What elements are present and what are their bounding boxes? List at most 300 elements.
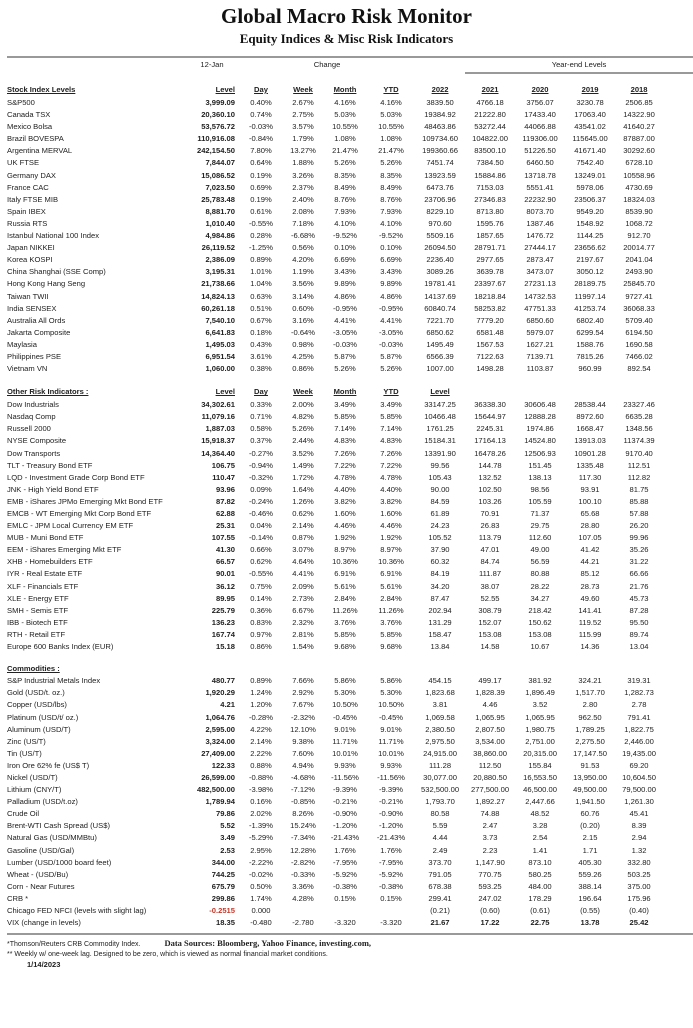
row-year-2019: 1335.48 bbox=[576, 460, 604, 470]
row-year-2021: (0.60) bbox=[480, 906, 500, 915]
table-row bbox=[7, 687, 693, 699]
column-header-ytd bbox=[367, 385, 415, 399]
row-week: 3.36% bbox=[292, 881, 314, 891]
row-year-2020: 28.22 bbox=[530, 581, 550, 591]
table-row bbox=[7, 605, 693, 617]
row-level: 2,595.00 bbox=[205, 724, 235, 734]
row-day: 4.22% bbox=[250, 724, 272, 734]
row-week: -6.68% bbox=[290, 231, 316, 241]
row-month: 6.69% bbox=[334, 255, 356, 265]
row-year-2019: 23656.62 bbox=[574, 243, 606, 253]
row-level: 21,738.66 bbox=[201, 279, 235, 289]
column-header-year bbox=[415, 83, 465, 97]
row-year-2022: 30,077.00 bbox=[423, 772, 457, 782]
row-year-2020: 22.75 bbox=[530, 918, 550, 928]
row-year-2021: 2.47 bbox=[482, 821, 498, 831]
row-month: -3.05% bbox=[332, 327, 358, 337]
row-month: -0.38% bbox=[332, 881, 358, 891]
row-year-2018: 95.50 bbox=[629, 617, 649, 627]
column-header-year bbox=[615, 83, 663, 97]
row-week: 9.38% bbox=[292, 736, 314, 746]
row-year-2021: 1,828.39 bbox=[475, 688, 505, 698]
row-week: -7.12% bbox=[290, 785, 316, 795]
row-ytd: 3.43% bbox=[380, 267, 402, 277]
row-year-2020: 12888.28 bbox=[524, 412, 556, 422]
row-ytd: 5.61% bbox=[380, 581, 402, 591]
table-row bbox=[7, 593, 693, 605]
row-week: 1.64% bbox=[292, 484, 314, 494]
row-day: 0.86% bbox=[250, 642, 272, 652]
row-ytd: 9.68% bbox=[380, 642, 402, 652]
row-week: 8.26% bbox=[292, 809, 314, 819]
table-row bbox=[7, 460, 693, 472]
row-year-2020: 47751.33 bbox=[524, 303, 556, 313]
row-name: Wheat - (USD/Bu) bbox=[7, 869, 69, 879]
row-year-2021: 14.58 bbox=[480, 642, 500, 652]
row-week: 7.18% bbox=[292, 218, 314, 228]
row-day: 0.14% bbox=[250, 593, 272, 603]
row-level: 14,824.13 bbox=[201, 291, 235, 301]
row-name: Nickel (USD/T) bbox=[7, 772, 58, 782]
row-name: India SENSEX bbox=[7, 303, 57, 313]
row-month: 1.60% bbox=[334, 509, 356, 518]
row-week: 4.20% bbox=[292, 255, 314, 265]
row-level: 482,500.00 bbox=[196, 785, 235, 795]
row-level: 36.12 bbox=[215, 581, 235, 591]
row-day: 0.64% bbox=[250, 158, 272, 168]
change-group-header: Change bbox=[313, 60, 341, 70]
row-week: 4.25% bbox=[292, 351, 314, 361]
row-level: 1,789.94 bbox=[205, 797, 235, 807]
row-year-2022: 6566.39 bbox=[426, 351, 454, 361]
row-year-2020: 218.42 bbox=[528, 605, 552, 615]
row-ytd: -7.95% bbox=[378, 857, 404, 867]
row-name: Mexico Bolsa bbox=[7, 122, 53, 132]
row-level: 89.95 bbox=[215, 593, 235, 603]
row-name: S&P500 bbox=[7, 98, 35, 107]
row-level: 1,010.40 bbox=[205, 218, 235, 228]
row-day: 0.62% bbox=[250, 557, 272, 567]
row-year-2022: 109734.60 bbox=[422, 134, 458, 144]
row-week: 2.08% bbox=[292, 206, 314, 216]
row-ytd: 10.01% bbox=[378, 748, 404, 758]
row-ytd: 5.85% bbox=[380, 412, 402, 422]
row-year-2018: 503.25 bbox=[627, 869, 651, 879]
row-level: 11,079.16 bbox=[201, 412, 235, 422]
row-week: 7.67% bbox=[292, 700, 314, 710]
row-day: 0.51% bbox=[250, 303, 272, 313]
row-year-2018: 2041.04 bbox=[625, 255, 653, 265]
row-year-2019: 28189.75 bbox=[574, 279, 606, 289]
row-year-2020: 3.52 bbox=[532, 700, 548, 710]
row-year-2019: (0.20) bbox=[580, 821, 600, 831]
row-year-2021: 70.91 bbox=[480, 509, 500, 518]
row-year-2021: 593.25 bbox=[478, 881, 502, 891]
row-week: 5.26% bbox=[292, 424, 314, 434]
column-header-month bbox=[323, 385, 367, 399]
row-day: 0.36% bbox=[250, 605, 272, 615]
row-year-2019: 115.99 bbox=[578, 629, 602, 639]
row-year-2020: 14732.53 bbox=[524, 291, 556, 301]
row-year-2019: 28538.44 bbox=[574, 400, 606, 410]
row-year-2020: (0.61) bbox=[530, 906, 550, 915]
row-level: 675.79 bbox=[211, 881, 235, 891]
row-year-2021: 16478.26 bbox=[474, 448, 506, 458]
row-week: 4.64% bbox=[292, 557, 314, 567]
row-year-2019: 5978.06 bbox=[576, 182, 604, 192]
row-year-2019: 119.52 bbox=[578, 617, 602, 627]
row-year-2018: 6194.50 bbox=[625, 327, 653, 337]
row-year-2019: 962.50 bbox=[578, 712, 602, 722]
report-title: Global Macro Risk Monitor bbox=[220, 4, 472, 28]
row-name: XLE - Energy ETF bbox=[7, 593, 69, 603]
row-name: Natural Gas (USD/MMBtu) bbox=[7, 833, 97, 843]
table-row bbox=[7, 157, 693, 169]
row-year-2020: 1103.87 bbox=[526, 364, 554, 374]
row-year-2021: 7153.03 bbox=[476, 182, 504, 192]
table-row bbox=[7, 845, 693, 857]
row-day: 1.01% bbox=[250, 267, 272, 277]
row-ytd: 9.93% bbox=[380, 760, 402, 770]
row-day: 0.71% bbox=[250, 412, 272, 422]
row-year-2022: 2.49 bbox=[432, 845, 448, 855]
row-day: 0.89% bbox=[250, 255, 272, 265]
row-day: 1.20% bbox=[250, 700, 272, 710]
row-month: 1.08% bbox=[334, 134, 356, 144]
row-week: 2.81% bbox=[292, 629, 314, 639]
row-year-2018: 87887.00 bbox=[623, 134, 655, 144]
row-year-2020: 3756.07 bbox=[526, 98, 554, 107]
row-year-2020: 56.59 bbox=[530, 557, 550, 567]
row-ytd: 5.26% bbox=[380, 364, 402, 374]
row-year-2022: 1761.25 bbox=[426, 424, 454, 434]
row-year-2018: 112.51 bbox=[627, 460, 651, 470]
column-header-month-label: Month bbox=[333, 387, 357, 397]
row-week: 6.67% bbox=[292, 605, 314, 615]
row-year-2021: 15644.97 bbox=[474, 412, 506, 422]
row-week: 0.56% bbox=[292, 243, 314, 253]
row-year-2021: 7779.20 bbox=[476, 315, 504, 325]
row-year-2020: 20,315.00 bbox=[523, 748, 557, 758]
row-day: 3.61% bbox=[250, 351, 272, 361]
row-day: 0.37% bbox=[250, 436, 272, 446]
row-year-2019: 1548.92 bbox=[576, 218, 604, 228]
row-year-2019: 2.15 bbox=[582, 833, 598, 843]
row-level: 242,154.50 bbox=[196, 146, 235, 156]
table-row bbox=[7, 448, 693, 460]
row-week: 0.87% bbox=[292, 533, 314, 543]
row-year-2021: 1595.76 bbox=[476, 218, 504, 228]
spacer bbox=[7, 375, 185, 385]
row-year-2018: 31.22 bbox=[629, 557, 649, 567]
row-week: 2.14% bbox=[292, 521, 314, 531]
row-year-2020: 580.25 bbox=[528, 869, 552, 879]
row-year-2020: 1,980.75 bbox=[525, 724, 555, 734]
row-level: 6,641.83 bbox=[205, 327, 235, 337]
row-year-2019: 13,950.00 bbox=[573, 772, 607, 782]
row-week: 3.52% bbox=[292, 448, 314, 458]
row-year-2021: 53272.44 bbox=[474, 122, 506, 132]
row-level: 7,540.10 bbox=[205, 315, 235, 325]
row-year-2021: 84.74 bbox=[480, 557, 500, 567]
row-month: 4.16% bbox=[334, 98, 356, 107]
row-day: 1.74% bbox=[250, 893, 272, 903]
row-year-2021: 21222.80 bbox=[474, 110, 506, 120]
year-label: 2021 bbox=[481, 84, 499, 94]
row-day: -1.39% bbox=[248, 821, 274, 831]
row-year-2021: 111.87 bbox=[478, 569, 502, 579]
row-day: 0.09% bbox=[250, 484, 272, 494]
table-row bbox=[7, 435, 693, 447]
row-year-2021: 2245.31 bbox=[476, 424, 504, 434]
row-level: 1,920.29 bbox=[205, 688, 235, 698]
row-month: 3.49% bbox=[334, 400, 356, 410]
row-year-2022: 34.20 bbox=[430, 581, 450, 591]
row-year-2018: 1,261.30 bbox=[624, 797, 654, 807]
table-row bbox=[7, 423, 693, 435]
row-ytd: 0.10% bbox=[380, 243, 402, 253]
column-header-week-label: Week bbox=[293, 387, 313, 397]
row-year-2019: 3050.12 bbox=[576, 267, 604, 277]
row-year-2022: 158.47 bbox=[428, 629, 452, 639]
blank-cell bbox=[415, 58, 465, 73]
row-year-2021: 4766.18 bbox=[476, 98, 504, 107]
row-week: 2.32% bbox=[292, 617, 314, 627]
table-row bbox=[7, 581, 693, 593]
row-ytd: 4.83% bbox=[380, 436, 402, 446]
table-row bbox=[7, 97, 693, 109]
row-week: 0.62% bbox=[292, 509, 314, 518]
row-day: 0.000 bbox=[251, 906, 271, 915]
row-year-2019: 960.99 bbox=[578, 364, 602, 374]
row-year-2020: 138.13 bbox=[528, 472, 552, 482]
footnote-crb: *Thomson/Reuters CRB Commodity Index. bbox=[7, 941, 141, 949]
row-ytd: 8.49% bbox=[380, 182, 402, 192]
row-level: 18.35 bbox=[215, 918, 235, 928]
row-name: Lithium (CNY/T) bbox=[7, 785, 62, 795]
row-day: 0.18% bbox=[250, 327, 272, 337]
year-label: 2018 bbox=[630, 84, 648, 94]
row-week: 2.00% bbox=[292, 400, 314, 410]
table-row bbox=[7, 266, 693, 278]
year-end-group-header: Year-end Levels bbox=[465, 58, 693, 73]
row-year-2020: 7139.71 bbox=[526, 351, 554, 361]
row-year-2019: 65.68 bbox=[580, 509, 600, 518]
report-date: 1/14/2023 bbox=[27, 960, 61, 970]
row-year-2022: 61.89 bbox=[430, 509, 450, 518]
row-month: 10.50% bbox=[332, 700, 358, 710]
row-week: -4.68% bbox=[290, 772, 316, 782]
row-day: 0.28% bbox=[250, 231, 272, 241]
row-year-2021: 36338.30 bbox=[474, 400, 506, 410]
row-year-2019: 28.80 bbox=[580, 521, 600, 531]
row-ytd: -9.39% bbox=[378, 785, 404, 795]
row-year-2022: 14137.69 bbox=[424, 291, 456, 301]
row-ytd: -5.92% bbox=[378, 869, 404, 879]
row-ytd: 11.71% bbox=[378, 736, 404, 746]
row-year-2018: 35.26 bbox=[629, 545, 649, 555]
row-year-2020: 1,896.49 bbox=[525, 688, 555, 698]
row-level: 62.88 bbox=[215, 509, 235, 518]
row-year-2022: 2236.40 bbox=[426, 255, 454, 265]
spacer-row bbox=[7, 375, 693, 385]
row-year-2020: 16,553.50 bbox=[523, 772, 557, 782]
row-year-2020: 3.28 bbox=[532, 821, 548, 831]
row-year-2019: 13249.01 bbox=[574, 170, 606, 180]
row-name: Brent-WTI Cash Spread (US$) bbox=[7, 821, 110, 831]
row-year-2022: 373.70 bbox=[428, 857, 452, 867]
row-year-2022: 2,380.50 bbox=[425, 724, 455, 734]
table-row bbox=[7, 520, 693, 532]
row-week: 0.60% bbox=[292, 303, 314, 313]
column-header-level bbox=[185, 83, 239, 97]
row-year-2022: 26094.50 bbox=[424, 243, 456, 253]
row-year-2019: 28.73 bbox=[580, 581, 600, 591]
row-year-2021: 102.50 bbox=[478, 484, 502, 494]
row-year-2018: 1,822.75 bbox=[624, 724, 654, 734]
row-year-2019: 2197.67 bbox=[576, 255, 604, 265]
row-year-2018: 45.73 bbox=[629, 593, 649, 603]
row-year-2019: 117.30 bbox=[578, 472, 602, 482]
row-month: 7.22% bbox=[334, 460, 356, 470]
row-year-2019: (0.55) bbox=[580, 906, 600, 915]
row-year-2018: 57.88 bbox=[629, 509, 649, 518]
row-year-2019: 6802.40 bbox=[576, 315, 604, 325]
row-level: 15,086.52 bbox=[201, 170, 235, 180]
row-year-2018: 14322.90 bbox=[623, 110, 655, 120]
row-ytd: 1.76% bbox=[380, 845, 402, 855]
row-year-2018: 175.96 bbox=[627, 893, 651, 903]
row-year-2020: 44066.88 bbox=[524, 122, 556, 132]
row-month: 11.26% bbox=[332, 605, 358, 615]
row-name: CRB * bbox=[7, 893, 29, 903]
row-level: 3.49 bbox=[220, 833, 235, 843]
row-year-2020: 1,065.95 bbox=[525, 712, 555, 722]
row-level: 4,984.86 bbox=[205, 231, 235, 241]
row-level: 20,360.10 bbox=[201, 110, 235, 120]
row-year-2021: 112.50 bbox=[478, 760, 502, 770]
row-month: 10.55% bbox=[332, 122, 358, 132]
table-row bbox=[7, 303, 693, 315]
row-month: 4.86% bbox=[334, 291, 356, 301]
row-level: 1,064.76 bbox=[205, 712, 235, 722]
row-week: 15.24% bbox=[290, 821, 316, 831]
row-year-2019: 1668.47 bbox=[576, 424, 604, 434]
row-week: 3.14% bbox=[292, 291, 314, 301]
row-year-2022: 3839.50 bbox=[426, 98, 454, 107]
row-year-2021: 113.79 bbox=[478, 533, 502, 543]
row-year-2022: 1007.00 bbox=[426, 364, 454, 374]
row-year-2019: 9549.20 bbox=[576, 206, 604, 216]
row-week: 1.88% bbox=[292, 158, 314, 168]
row-ytd: 5.85% bbox=[380, 629, 402, 639]
row-name: France CAC bbox=[7, 182, 49, 192]
row-year-2021: 1,147.90 bbox=[475, 857, 505, 867]
table-row bbox=[7, 736, 693, 748]
row-name: Lumber (USD/1000 board feet) bbox=[7, 857, 112, 867]
row-level: 110.47 bbox=[212, 472, 235, 482]
row-day: -0.55% bbox=[248, 218, 274, 228]
section-header-row bbox=[7, 663, 693, 675]
table-row bbox=[7, 182, 693, 194]
row-year-2022: 33147.25 bbox=[424, 400, 456, 410]
row-year-2019: 17063.40 bbox=[574, 110, 606, 120]
row-level: 167.74 bbox=[211, 629, 235, 639]
column-header-week-label: Week bbox=[293, 84, 313, 94]
row-year-2022: 24.23 bbox=[430, 521, 450, 531]
row-year-2022: 454.15 bbox=[428, 676, 452, 686]
row-year-2022: 6850.62 bbox=[426, 327, 454, 337]
row-year-2020: 2873.47 bbox=[526, 255, 554, 265]
column-header-level-label: Level bbox=[215, 84, 235, 94]
row-year-2021: 104822.00 bbox=[472, 134, 508, 144]
row-year-2019: 1144.25 bbox=[576, 231, 604, 241]
row-ytd: 6.91% bbox=[380, 569, 402, 579]
table-row bbox=[7, 291, 693, 303]
table-row bbox=[7, 893, 693, 905]
row-year-2022: 60.32 bbox=[430, 557, 450, 567]
row-day: 0.69% bbox=[250, 182, 272, 192]
row-ytd bbox=[367, 905, 415, 917]
table-row bbox=[7, 629, 693, 641]
year-label: 2020 bbox=[531, 84, 549, 94]
row-week: 1.49% bbox=[292, 460, 314, 470]
row-ytd: 7.14% bbox=[380, 424, 402, 434]
row-year-2020: 27444.17 bbox=[524, 243, 556, 253]
row-ytd: 10.55% bbox=[378, 122, 404, 132]
row-year-2020: 14524.80 bbox=[524, 436, 556, 446]
table-row bbox=[7, 133, 693, 145]
row-year-2022: 1,793.70 bbox=[425, 797, 455, 807]
row-name: Italy FTSE MIB bbox=[7, 194, 59, 204]
table-row bbox=[7, 820, 693, 832]
row-ytd: 7.22% bbox=[380, 460, 402, 470]
row-year-2018: 892.54 bbox=[627, 364, 651, 374]
row-day: 7.80% bbox=[250, 146, 272, 156]
spacer-row bbox=[7, 73, 693, 83]
row-ytd: 5.03% bbox=[380, 110, 402, 120]
row-year-2018: 6728.10 bbox=[625, 158, 653, 168]
row-week: 1.79% bbox=[292, 134, 314, 144]
table-row bbox=[7, 170, 693, 182]
row-month: 3.76% bbox=[334, 617, 356, 627]
row-year-2019: 1.71 bbox=[582, 845, 598, 855]
row-month: -0.45% bbox=[332, 712, 358, 722]
row-year-2022: 7221.70 bbox=[426, 315, 454, 325]
row-ytd: 5.30% bbox=[380, 688, 402, 698]
row-month: 5.30% bbox=[334, 688, 356, 698]
table-row bbox=[7, 351, 693, 363]
row-year-2021: 770.75 bbox=[478, 869, 502, 879]
row-ytd: 3.76% bbox=[380, 617, 402, 627]
table-row bbox=[7, 748, 693, 760]
row-name: LQD - Investment Grade Corp Bond ETF bbox=[7, 472, 145, 482]
row-level: 27,409.00 bbox=[201, 748, 235, 758]
row-year-2019: 41.42 bbox=[580, 545, 600, 555]
row-day: -0.480 bbox=[250, 918, 272, 928]
row-year-2019: 559.26 bbox=[578, 869, 602, 879]
row-year-2022: 105.52 bbox=[428, 533, 452, 543]
column-header-year bbox=[565, 83, 615, 97]
table-row bbox=[7, 339, 693, 351]
table-row bbox=[7, 315, 693, 327]
row-year-2019: 93.91 bbox=[580, 484, 600, 494]
row-day: 0.83% bbox=[250, 617, 272, 627]
row-year-2020: 178.29 bbox=[528, 893, 552, 903]
row-year-2020: 150.62 bbox=[528, 617, 552, 627]
row-year-2018: 45.41 bbox=[629, 809, 649, 819]
row-year-2019: 107.05 bbox=[578, 533, 602, 543]
